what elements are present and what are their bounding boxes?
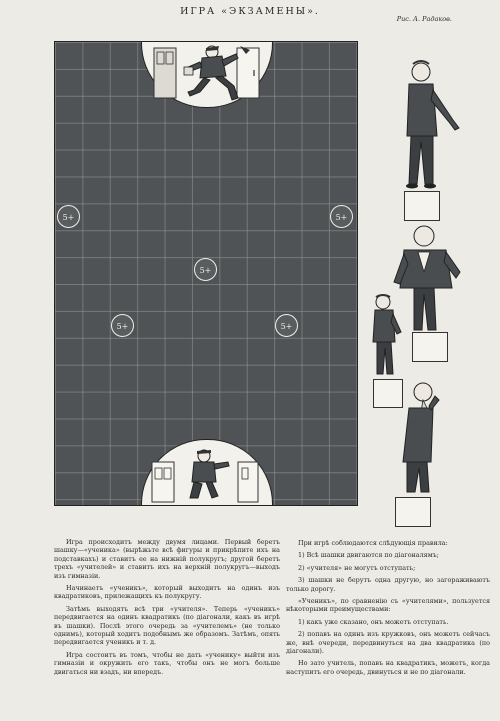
teacher-pedestal-3: [395, 497, 431, 527]
paragraph: Затѣмъ выходятъ всѣ три «учителя». Теперь «ученикъ» передвигается на одинъ квадратикъ (по діагонали, какъ въ игрѣ въ шашки). Послѣ этого очередь за «учителемъ» (не только однимъ), который ходитъ подобнымъ же образомъ. Затѣмъ, опять передвигается ученикъ и т. д.: [54, 604, 280, 647]
teacher-pedestal-2: [412, 332, 448, 362]
game-board: [54, 41, 358, 506]
bonus-circle: 5+: [111, 314, 134, 337]
page-title: ИГРА «ЭКЗАМЕНЫ».: [180, 6, 320, 17]
bonus-circle: 5+: [57, 205, 80, 228]
paragraph: Игра состоитъ въ томъ, чтобы не дать «ученику» выйти изъ гимназіи и окружить его такъ, чтобы онъ не могъ больше двигаться ни взадъ, ни впередъ.: [54, 650, 280, 676]
start-semicircle-bottom: [141, 439, 273, 506]
advantage-item: 2) попавъ на одинъ изъ кружковъ, онъ можетъ сейчасъ же, внѣ очереди, передвинуться на два квадратика (по діагонали).: [286, 630, 490, 656]
teacher-figure-2: [392, 222, 467, 337]
teacher-figure-3: [393, 378, 443, 498]
bonus-circle: 5+: [330, 205, 353, 228]
bonus-circle: 5+: [275, 314, 298, 337]
paragraph: Начинаетъ «ученикъ», который выходитъ на одинъ изъ квадратиковъ, прилежащихъ къ полукругу.: [54, 584, 280, 601]
teacher-pedestal-1: [404, 191, 440, 221]
student-figure: [367, 292, 403, 380]
paragraph: При игрѣ соблюдаются слѣдующія правила:: [298, 539, 448, 547]
rule-item: 3) шашки не берутъ одна другую, но загораживаютъ только дорогу.: [286, 576, 490, 593]
student-piece-illustration: [142, 440, 272, 505]
bonus-circle: 5+: [194, 258, 217, 281]
exit-semicircle-top: [141, 41, 273, 108]
paragraph: «Ученикъ», по сравненію съ «учителями», пользуется нѣкоторыми преимуществами:: [286, 597, 490, 614]
rules-text-right: [286, 539, 490, 680]
advantage-item: 1) какъ уже сказано, онъ можетъ отступать.: [298, 617, 449, 626]
rule-item: 1) Всѣ шашки двигаются по діагоналямъ;: [298, 551, 439, 560]
running-student-illustration: [142, 42, 272, 107]
paragraph: Но зато учитель, попавъ на квадратикъ, можетъ, когда наступитъ его очередь, двинуться и не по діагонали.: [286, 659, 490, 676]
paragraph: Игра происходитъ между двумя лицами. Первый беретъ шашку—«ученика» (вырѣжьте всѣ фигуры и прикрѣпите ихъ на подставкахъ) и ставитъ ее на нижній полукругъ; другой беретъ трехъ «учителей» и ставитъ ихъ на верхній полукругъ—выходъ изъ гимназіи.: [54, 538, 280, 580]
rule-item: 2) «учителя» не могутъ отступать;: [298, 563, 416, 572]
illustrator-credit: Рис. А. Радаков.: [396, 15, 452, 23]
rules-text-left: [54, 538, 280, 680]
